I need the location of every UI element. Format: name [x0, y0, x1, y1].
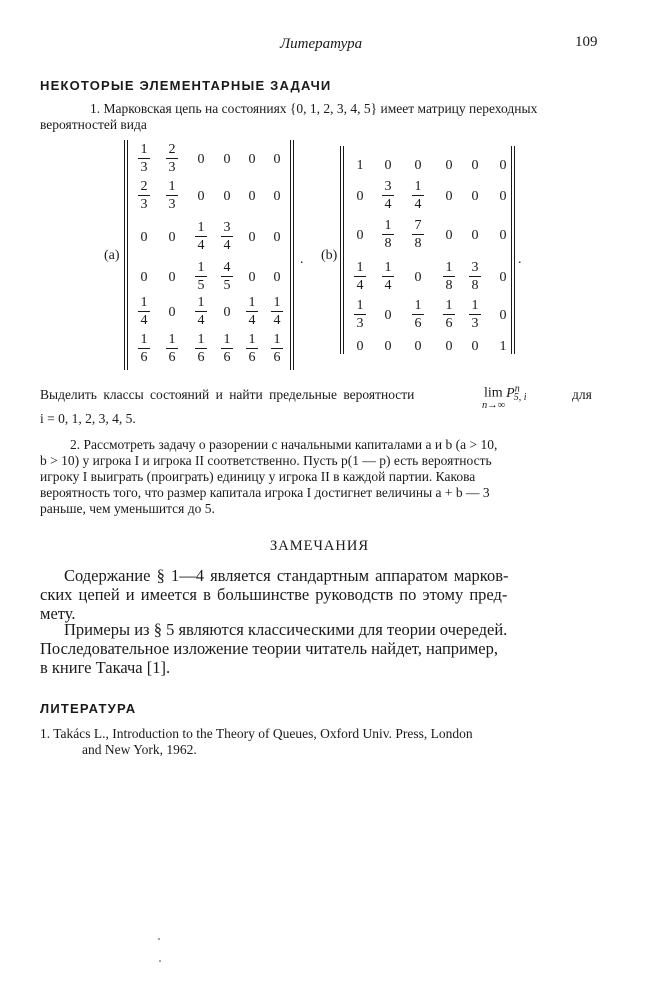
matrix-b-cell: 1 4: [407, 177, 429, 217]
matrix-b-cell: 1 3: [464, 296, 486, 336]
matrix-b-cell: 0: [414, 270, 422, 285]
transition-matrix-b: [340, 146, 515, 354]
limit-word: lim: [484, 385, 503, 401]
matrix-a-cell: 1 4: [133, 293, 155, 333]
matrix-b-cell: 1 8: [438, 258, 460, 298]
matrix-a-cell: 1 6: [161, 330, 183, 370]
problem1-task-text: Выделить классы состояний и найти предельные вероятности: [40, 387, 415, 402]
matrix-a-cell: 1 3: [133, 140, 155, 180]
problem2-line1: 2. Рассмотреть задачу о разорении с начальными капиталами a и b (a > 10,: [70, 437, 498, 452]
matrix-a-cell: 0: [248, 152, 256, 167]
matrix-a-cell: 1 4: [190, 293, 212, 333]
matrix-b-cell: 0: [499, 228, 507, 243]
matrix-b-cell: 1 4: [349, 258, 371, 298]
reference-1-line2: and New York, 1962.: [82, 742, 197, 757]
matrix-b-cell: 0: [356, 339, 364, 354]
matrix-b-cell: 0: [445, 158, 453, 173]
matrix-a-cell: 0: [273, 189, 281, 204]
matrix-b-cell: 1 4: [377, 258, 399, 298]
matrix-a-cell: 0: [223, 305, 231, 320]
matrix-a-cell: 0: [223, 152, 231, 167]
matrix-a-cell: 1 5: [190, 258, 212, 298]
matrix-b-cell: 0: [471, 228, 479, 243]
matrix-a-cell: 1 3: [161, 177, 183, 217]
matrix-a-cell: 1 4: [241, 293, 263, 333]
matrix-a-cell: 0: [168, 305, 176, 320]
matrix-a-cell: 1 6: [216, 330, 238, 370]
matrix-b-cell: 3 8: [464, 258, 486, 298]
matrix-a-cell: 1 6: [241, 330, 263, 370]
matrix-a-cell: 0: [223, 189, 231, 204]
remark1-line2: ских цепей и имеется в большинстве руководств по этому пред-: [40, 585, 508, 604]
matrix-b-cell: 1 6: [438, 296, 460, 336]
matrix-b-cell: 1: [499, 339, 507, 354]
problem1-line2: вероятностей вида: [40, 117, 147, 132]
remark2-line2: Последовательное изложение теории читатель найдет, например,: [40, 639, 498, 658]
problem2-line3: игроку I выиграть (проиграть) единицу у игрока II в каждой партии. Какова: [40, 469, 476, 484]
matrix-a-cell: 0: [168, 270, 176, 285]
matrix-b-cell: 3 4: [377, 177, 399, 217]
scan-speck: [158, 938, 160, 940]
matrix-a-cell: 0: [197, 152, 205, 167]
matrix-b-cell: 0: [471, 189, 479, 204]
matrix-a-cell: 0: [273, 270, 281, 285]
matrix-b-cell: 0: [384, 158, 392, 173]
matrix-b-cell: 0: [356, 189, 364, 204]
matrix-a-cell: 0: [273, 152, 281, 167]
matrix-a-cell: 0: [273, 230, 281, 245]
matrix-b-cell: 0: [471, 339, 479, 354]
matrix-a-cell: 0: [248, 270, 256, 285]
matrix-a-cell: 0: [140, 270, 148, 285]
matrix-b-cell: 0: [414, 339, 422, 354]
matrix-a-cell: 4 5: [216, 258, 238, 298]
matrix-a-cell: 2 3: [161, 140, 183, 180]
matrix-b-cell: 7 8: [407, 216, 429, 256]
matrix-a-cell: 1 6: [266, 330, 288, 370]
remark2-line1: Примеры из § 5 являются классическими для теории очередей.: [64, 620, 508, 639]
matrix-b-cell: 1 3: [349, 296, 371, 336]
transition-matrix-a: [124, 140, 294, 370]
matrix-a-cell: 0: [140, 230, 148, 245]
matrix-a-cell: 0: [248, 189, 256, 204]
matrix-b-cell: 0: [499, 158, 507, 173]
problem1-states: i = 0, 1, 2, 3, 4, 5.: [40, 411, 136, 426]
matrix-b-cell: 0: [356, 228, 364, 243]
running-header-title: Литература: [280, 36, 363, 52]
matrix-b-cell: 1: [356, 158, 364, 173]
matrix-b-label: (b): [321, 248, 338, 263]
matrix-b-cell: 0: [445, 189, 453, 204]
remark2-line3: в книге Такача [1].: [40, 658, 171, 677]
literature-heading: ЛИТЕРАТУРА: [40, 701, 137, 716]
matrix-a-cell: 1 4: [266, 293, 288, 333]
limit-tail-text: для: [572, 387, 592, 402]
page-number: 109: [575, 34, 598, 50]
matrix-a-cell: 3 4: [216, 218, 238, 258]
matrix-a-cell: 0: [168, 230, 176, 245]
matrix-b-cell: 0: [499, 308, 507, 323]
matrix-end-dot: .: [518, 252, 522, 267]
matrix-b-cell: 0: [499, 270, 507, 285]
reference-1-line1: 1. Takács L., Introduction to the Theory of Queues, Oxford Univ. Press, London: [40, 726, 473, 741]
matrix-b-cell: 0: [384, 339, 392, 354]
matrix-b-cell: 0: [445, 339, 453, 354]
matrix-b-cell: 0: [384, 308, 392, 323]
matrix-b-cell: 0: [471, 158, 479, 173]
matrix-separator-dot: .: [300, 252, 304, 267]
matrix-b-cell: 0: [414, 158, 422, 173]
matrix-a-cell: 1 6: [133, 330, 155, 370]
problem1-line1: 1. Марковская цепь на состояниях {0, 1, 2, 3, 4, 5} имеет матрицу переходных: [90, 101, 538, 116]
matrix-b-cell: 1 8: [377, 216, 399, 256]
matrix-a-cell: 0: [248, 230, 256, 245]
matrix-a-cell: 1 4: [190, 218, 212, 258]
matrix-a-label: (a): [104, 248, 120, 263]
problems-heading: НЕКОТОРЫЕ ЭЛЕМЕНТАРНЫЕ ЗАДАЧИ: [40, 78, 332, 93]
problem2-line2: b > 10) у игрока I и игрока II соответственно. Пусть p(1 — p) есть вероятность: [40, 453, 492, 468]
problem2-line4: вероятность того, что размер капитала игрока I достигнет величины a + b — 3: [40, 485, 490, 500]
matrix-b-cell: 0: [445, 228, 453, 243]
matrix-a-cell: 2 3: [133, 177, 155, 217]
limit-probability: $P^n_{5, i}$: [506, 383, 527, 404]
problem2-line5: раньше, чем уменьшится до 5.: [40, 501, 215, 516]
matrix-b-cell: 1 6: [407, 296, 429, 336]
limit-subscript: n→∞: [482, 400, 506, 411]
scan-speck: [159, 960, 161, 962]
matrix-a-cell: 0: [197, 189, 205, 204]
remark1-line1: Содержание § 1—4 является стандартным аппаратом марков-: [64, 566, 509, 585]
matrix-b-cell: 0: [499, 189, 507, 204]
remarks-heading: ЗАМЕЧАНИЯ: [270, 538, 369, 554]
matrix-a-cell: 1 6: [190, 330, 212, 370]
remark1-line3: мету.: [40, 604, 76, 623]
